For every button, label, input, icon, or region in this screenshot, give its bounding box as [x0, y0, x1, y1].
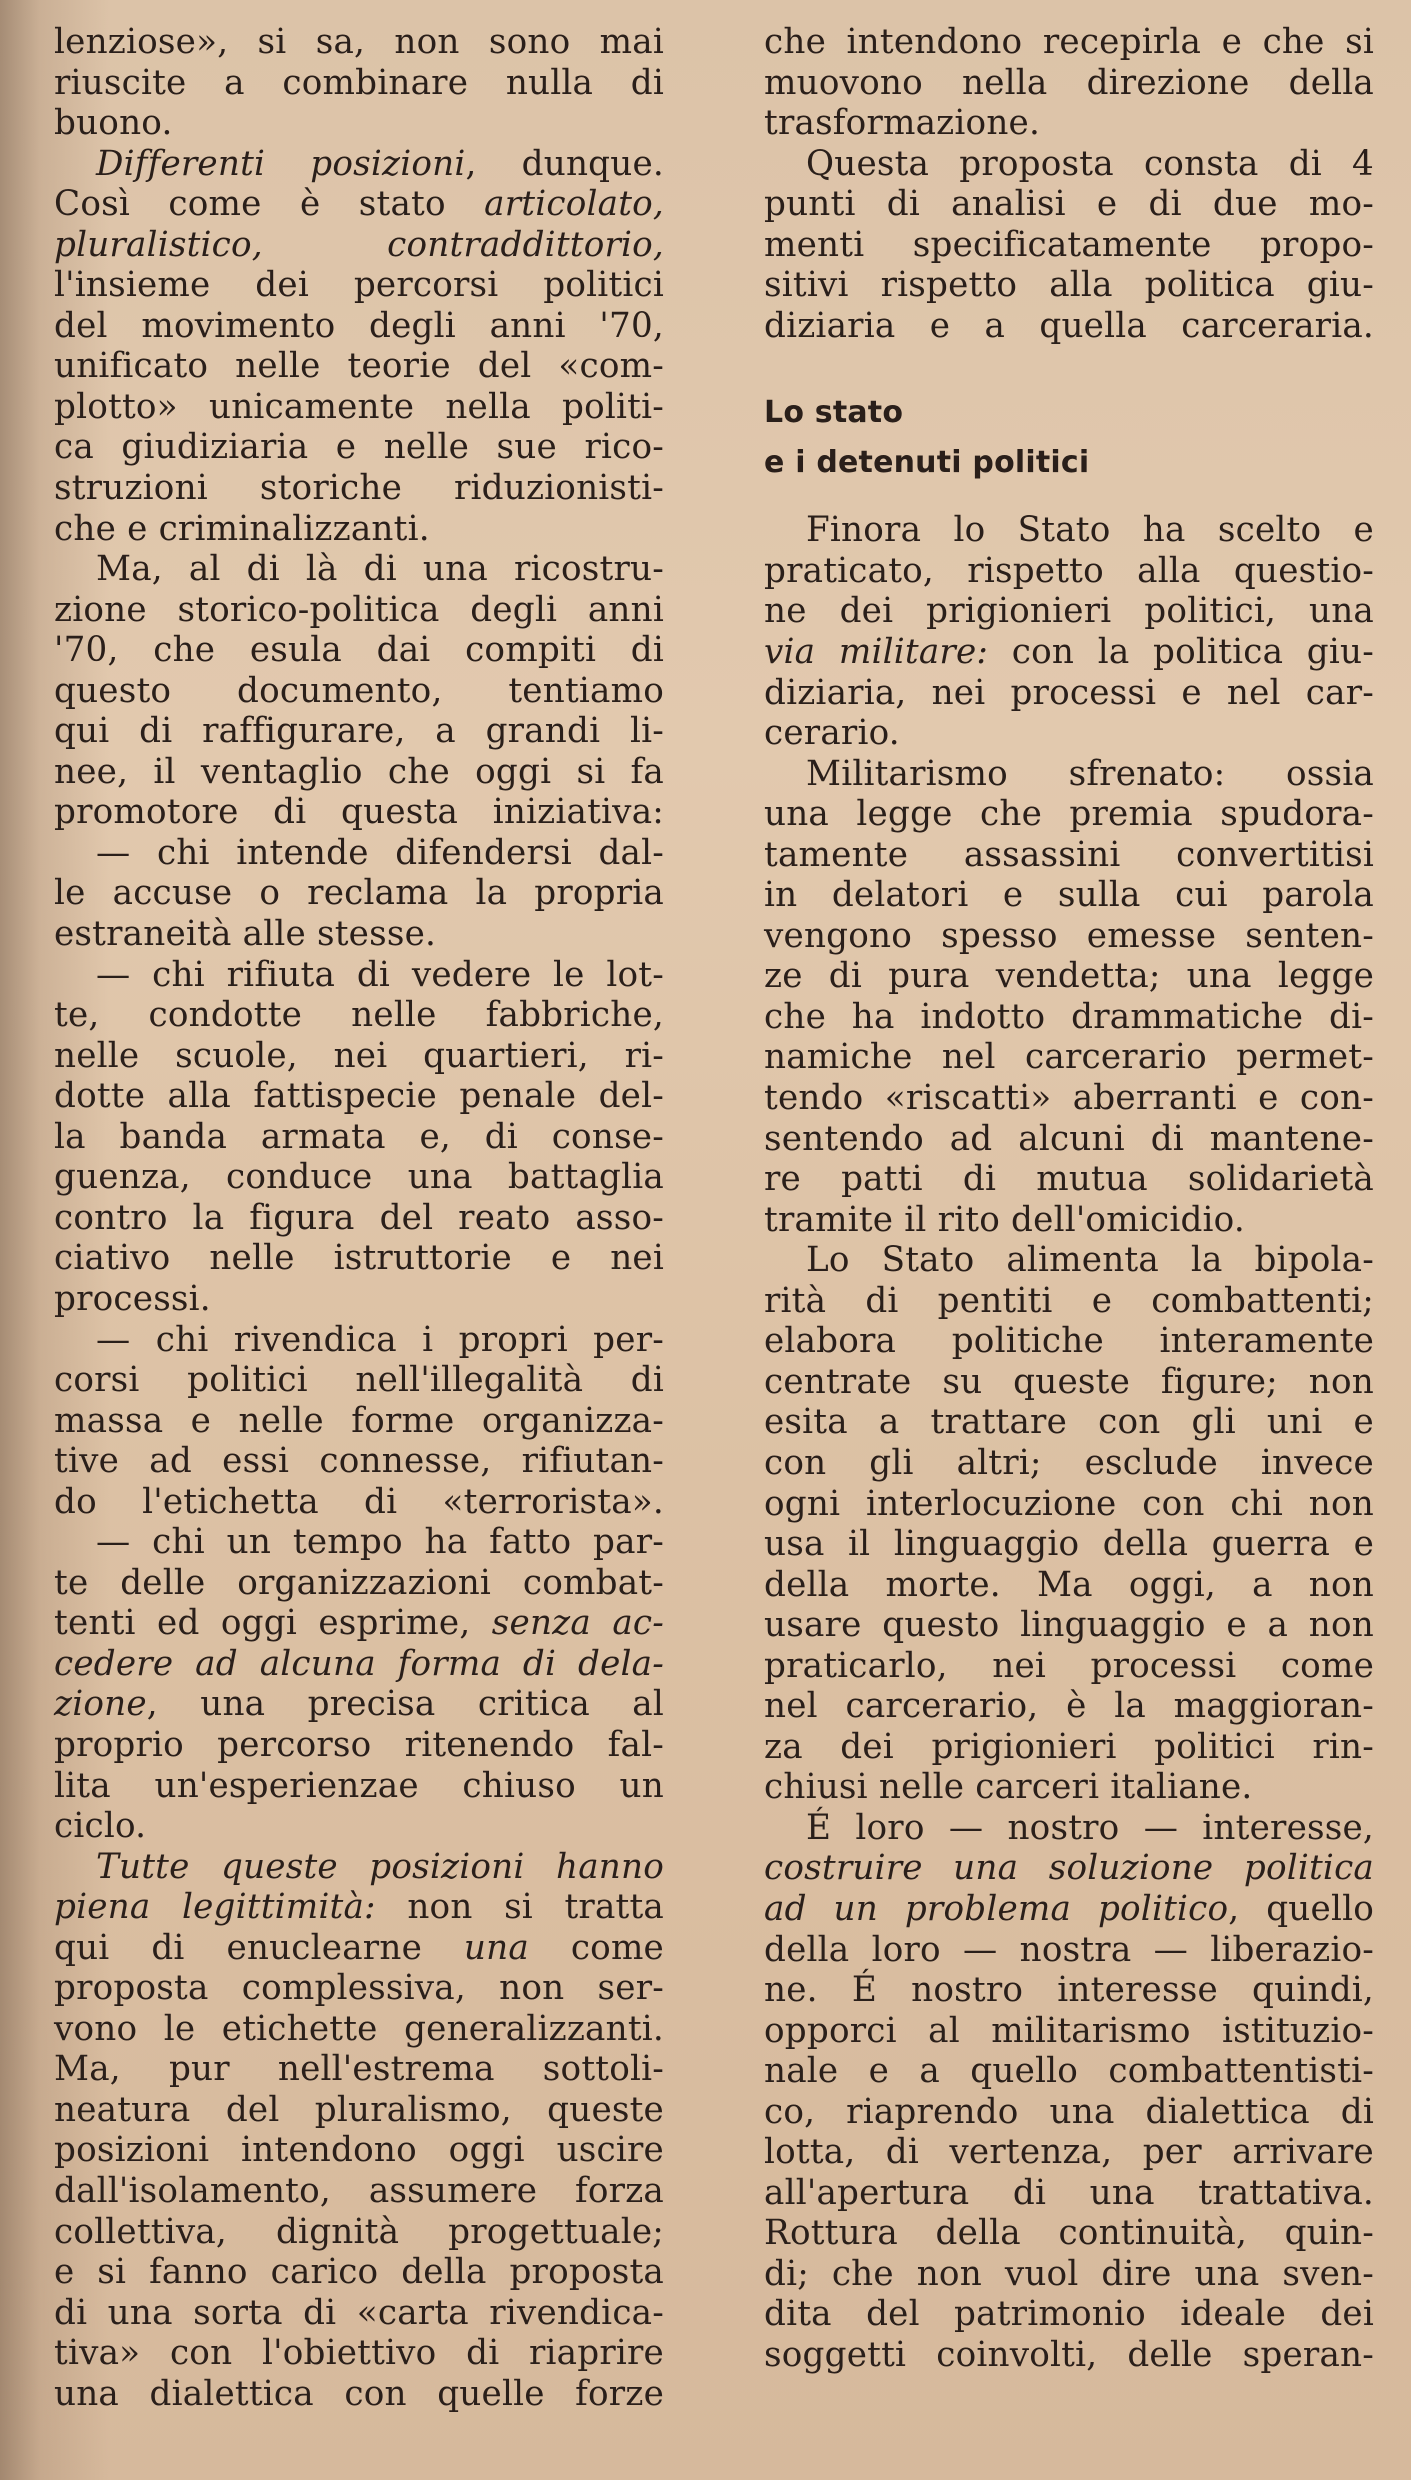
- section-heading-line-2: e i detenuti politici: [764, 445, 1090, 481]
- text-run: , una precisa critica al: [146, 1684, 664, 1725]
- text-line: Militarismo sfrenato: ossia: [806, 753, 1374, 794]
- text-line: nelle scuole, nei quartieri, ri-: [54, 1035, 664, 1076]
- text-line: ze di pura vendetta; una legge: [764, 956, 1374, 997]
- text-line: co, riaprendo una dialettica di: [764, 2091, 1374, 2132]
- text-line: soggetti coinvolti, delle speran-: [764, 2334, 1374, 2375]
- text-line: una dialettica con quelle forze: [54, 2373, 664, 2414]
- text-line: [54, 1684, 664, 1725]
- text-line: collettiva, dignità progettuale;: [54, 2211, 664, 2252]
- text-line: che e criminalizzanti.: [54, 508, 430, 549]
- italic-text: zione: [54, 1684, 147, 1725]
- text-line: sitivi rispetto alla politica giu-: [764, 265, 1374, 306]
- text-line: corsi politici nell'illegalità di: [54, 1360, 664, 1401]
- text-line: — chi rifiuta di vedere le lot-: [96, 954, 664, 995]
- text-line: estraneità alle stesse.: [54, 914, 437, 955]
- right-intro-paragraphs: [764, 22, 1374, 346]
- text-line: questo documento, tentiamo: [54, 670, 664, 711]
- text-line: [764, 632, 1374, 673]
- italic-text: via militare:: [764, 632, 989, 673]
- text-line: una legge che premia spudora-: [764, 794, 1374, 835]
- text-run: , dunque.: [465, 143, 664, 184]
- text-line: all'apertura di una trattativa.: [764, 2172, 1374, 2213]
- text-line: Ma, al di là di una ricostru-: [96, 549, 664, 590]
- text-line: namiche nel carcerario permet-: [764, 1037, 1374, 1078]
- text-line: praticarlo, nei processi come: [764, 1645, 1374, 1686]
- text-line: ogni interlocuzione con chi non: [764, 1483, 1374, 1524]
- text-line: in delatori e sulla cui parola: [764, 875, 1374, 916]
- text-line: le accuse o reclama la propria: [54, 873, 664, 914]
- text-line: vengono spesso emesse senten-: [764, 915, 1374, 956]
- italic-text: senza ac-: [491, 1603, 664, 1644]
- right-body-paragraphs: [764, 510, 1374, 2375]
- italic-text: pluralistico, contraddittorio,: [54, 224, 664, 265]
- text-line: dall'isolamento, assumere forza: [54, 2170, 664, 2211]
- italic-text: ad un problema politico: [764, 1888, 1229, 1929]
- text-line: proprio percorso ritenendo fal-: [54, 1724, 664, 1765]
- italic-text: piena legittimità:: [54, 1887, 376, 1928]
- text-line: e si fanno carico della proposta: [54, 2252, 664, 2293]
- text-line: [54, 1644, 664, 1685]
- text-line: trasformazione.: [764, 103, 1041, 144]
- italic-text: articolato,: [484, 184, 664, 225]
- text-run: Così come è stato: [54, 184, 485, 225]
- text-line: [54, 1887, 664, 1928]
- text-line: [54, 144, 664, 185]
- text-line: usa il linguaggio della guerra e: [764, 1524, 1374, 1565]
- text-line: riuscite a combinare nulla di: [54, 62, 664, 103]
- text-line: diziaria e a quella carceraria.: [764, 305, 1374, 346]
- italic-text: una: [463, 1927, 529, 1968]
- text-line: rità di pentiti e combattenti;: [764, 1280, 1374, 1321]
- text-run: non si tratta: [375, 1887, 664, 1928]
- text-line: ciativo nelle istruttorie e nei: [54, 1238, 664, 1279]
- text-line: tive ad essi connesse, rifiutan-: [54, 1441, 664, 1482]
- italic-text: Tutte queste posizioni hanno: [96, 1846, 664, 1887]
- text-line: [54, 184, 664, 225]
- text-line: che ha indotto drammatiche di-: [764, 996, 1374, 1037]
- text-line: re patti di mutua solidarietà: [764, 1159, 1374, 1200]
- text-line: ne. É nostro interesse quindi,: [764, 1970, 1374, 2011]
- text-line: buono.: [54, 103, 173, 144]
- section-gap: [764, 488, 1374, 510]
- text-line: ciclo.: [54, 1806, 147, 1847]
- text-line: nee, il ventaglio che oggi si fa: [54, 751, 664, 792]
- text-line: plotto» unicamente nella politi-: [54, 386, 664, 427]
- text-line: diziaria, nei processi e nel car-: [764, 672, 1374, 713]
- text-line: [54, 1847, 664, 1888]
- text-line: lita un'esperienzae chiuso un: [54, 1765, 664, 1806]
- text-line: massa e nelle forme organizza-: [54, 1400, 664, 1441]
- text-line: processi.: [54, 1278, 211, 1319]
- text-line: [764, 1848, 1374, 1889]
- text-line: dita del patrimonio ideale dei: [764, 2294, 1374, 2335]
- text-line: [54, 225, 664, 266]
- text-run: con la politica giu-: [988, 632, 1374, 673]
- text-line: Ma, pur nell'estrema sottoli-: [54, 2049, 664, 2090]
- italic-text: Differenti posizioni: [96, 143, 466, 184]
- text-line: É loro — nostro — interesse,: [806, 1807, 1374, 1848]
- text-line: l'insieme dei percorsi politici: [54, 265, 664, 306]
- text-line: Finora lo Stato ha scelto e: [806, 510, 1374, 551]
- text-line: Rottura della continuità, quin-: [764, 2213, 1374, 2254]
- text-line: guenza, conduce una battaglia: [54, 1157, 664, 1198]
- text-line: sentendo ad alcuni di mantene-: [764, 1118, 1374, 1159]
- text-line: proposta complessiva, non ser-: [54, 1968, 664, 2009]
- text-line: nel carcerario, è la maggioran-: [764, 1686, 1374, 1727]
- section-gap: [764, 346, 1374, 388]
- text-line: [54, 1603, 664, 1644]
- text-line: te delle organizzazioni combat-: [54, 1562, 664, 1603]
- text-line: [54, 1928, 664, 1969]
- text-line: za dei prigionieri politici rin-: [764, 1726, 1374, 1767]
- text-line: ne dei prigionieri politici, una: [764, 591, 1374, 632]
- text-run: come: [528, 1927, 664, 1968]
- text-line: di una sorta di «carta rivendica-: [54, 2292, 664, 2333]
- text-line: dotte alla fattispecie penale del-: [54, 1076, 664, 1117]
- text-line: vono le etichette generalizzanti.: [54, 2008, 664, 2049]
- text-line: qui di raffigurare, a grandi li-: [54, 711, 664, 752]
- text-line: '70, che esula dai compiti di: [54, 630, 664, 671]
- text-line: usare questo linguaggio e a non: [764, 1605, 1374, 1646]
- text-line: Lo Stato alimenta la bipola-: [806, 1240, 1374, 1281]
- text-line: chiusi nelle carceri italiane.: [764, 1767, 1253, 1808]
- text-line: lotta, di vertenza, per arrivare: [764, 2132, 1374, 2173]
- text-line: praticato, rispetto alla questio-: [764, 550, 1374, 591]
- text-line: posizioni intendono oggi uscire: [54, 2130, 664, 2171]
- text-line: che intendono recepirla e che si: [764, 22, 1374, 62]
- text-line: zione storico-politica degli anni: [54, 589, 664, 630]
- right-text-column: [764, 22, 1374, 2376]
- text-line: esita a trattare con gli uni e: [764, 1402, 1374, 1443]
- text-line: Questa proposta consta di 4: [806, 143, 1374, 184]
- text-line: promotore di questa iniziativa:: [54, 792, 664, 833]
- text-line: [764, 1889, 1374, 1930]
- text-line: unificato nelle teorie del «com-: [54, 346, 664, 387]
- text-line: di; che non vuol dire una sven-: [764, 2253, 1374, 2294]
- text-line: struzioni storiche riduzionisti-: [54, 468, 664, 509]
- text-line: menti specificatamente propo-: [764, 224, 1374, 265]
- text-line: tramite il rito dell'omicidio.: [764, 1199, 1245, 1240]
- text-line: tendo «riscatti» aberranti e con-: [764, 1078, 1374, 1119]
- italic-text: cedere ad alcuna forma di dela-: [54, 1643, 664, 1684]
- text-run: , quello: [1228, 1888, 1375, 1929]
- text-line: lenziose», si sa, non sono mai: [54, 22, 664, 62]
- text-line: neatura del pluralismo, queste: [54, 2089, 664, 2130]
- text-line: punti di analisi e di due mo-: [764, 184, 1374, 225]
- text-line: centrate su queste figure; non: [764, 1361, 1374, 1402]
- text-line: te, condotte nelle fabbriche,: [54, 995, 664, 1036]
- text-line: do l'etichetta di «terrorista».: [54, 1481, 664, 1522]
- text-line: elabora politiche interamente: [764, 1321, 1374, 1362]
- text-line: muovono nella direzione della: [764, 62, 1374, 103]
- section-heading-line-1: Lo stato: [764, 395, 904, 431]
- left-text-column: [54, 22, 664, 2414]
- text-line: — chi rivendica i propri per-: [96, 1319, 664, 1360]
- text-line: tiva» con l'obiettivo di riaprire: [54, 2333, 664, 2374]
- text-line: tamente assassini convertitisi: [764, 834, 1374, 875]
- text-line: opporci al militarismo istituzio-: [764, 2010, 1374, 2051]
- text-line: la banda armata e, di conse-: [54, 1116, 664, 1157]
- text-line: della loro — nostra — liberazio-: [764, 1929, 1374, 1970]
- text-line: con gli altri; esclude invece: [764, 1442, 1374, 1483]
- text-line: ca giudiziaria e nelle sue rico-: [54, 427, 664, 468]
- text-run: qui di enuclearne: [54, 1927, 464, 1968]
- text-line: del movimento degli anni '70,: [54, 305, 664, 346]
- text-run: tenti ed oggi esprime,: [54, 1603, 492, 1644]
- italic-text: costruire una soluzione politica: [764, 1848, 1374, 1889]
- text-line: cerario.: [764, 713, 900, 754]
- text-line: — chi un tempo ha fatto par-: [96, 1522, 664, 1563]
- text-line: contro la figura del reato asso-: [54, 1197, 664, 1238]
- text-line: — chi intende difendersi dal-: [96, 832, 664, 873]
- text-line: della morte. Ma oggi, a non: [764, 1564, 1374, 1605]
- text-line: nale e a quello combattentisti-: [764, 2051, 1374, 2092]
